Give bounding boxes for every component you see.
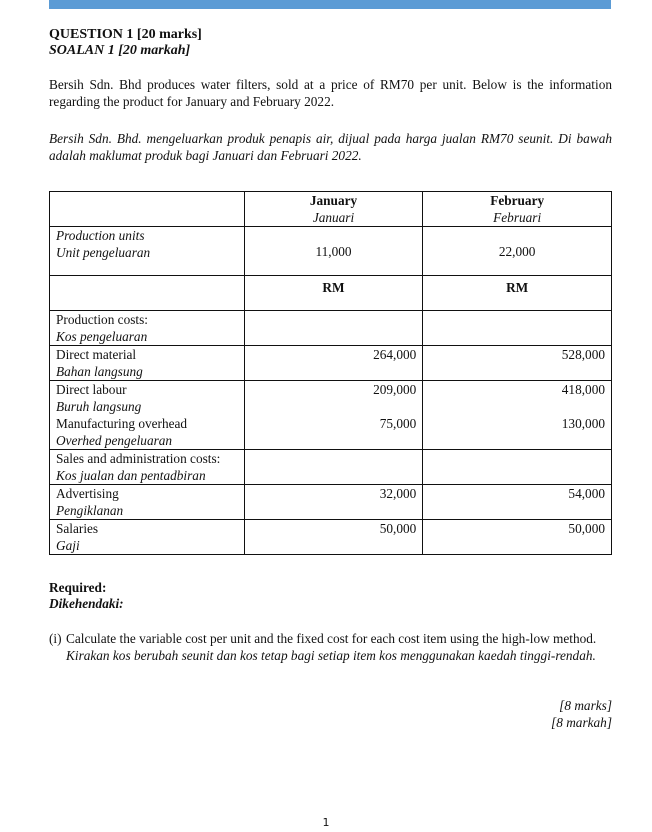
overhead-ms: Overhed pengeluaran [56,433,173,448]
required-item-i [49,630,612,664]
salaries-en: Salaries [56,521,99,536]
item-number: (i) [49,631,62,646]
advertising-february: 54,000 [423,485,612,520]
labour-overhead-january [244,381,423,450]
direct-material-february: 528,000 [423,346,612,381]
direct-labour-en: Direct labour [56,382,127,397]
header-empty-cell [50,192,245,227]
currency-february: RM [423,276,612,311]
question-title-en: QUESTION 1 [20 marks] [49,27,202,42]
table-row [50,311,612,346]
production-costs-en: Production costs: [56,312,148,327]
production-costs-ms: Kos pengeluaran [56,329,148,344]
empty-cell [423,311,612,346]
direct-labour-ms: Buruh langsung [56,399,142,414]
sales-admin-label [50,450,245,485]
units-january: 11,000 [244,227,423,276]
advertising-january: 32,000 [244,485,423,520]
direct-labour-february: 418,000 [561,382,605,397]
table-row [50,276,612,311]
overhead-en: Manufacturing overhead [56,416,188,431]
item-text-en: Calculate the variable cost per unit and the fixed cost for each cost item using the high-low method. [66,631,597,646]
salaries-label [50,520,245,555]
table-row [50,346,612,381]
item-text-ms: Kirakan kos berubah seunit dan kos tetap bagi setiap item kos menggunakan kaedah tinggi-rendah. [66,648,596,663]
overhead-january: 75,000 [379,416,417,431]
cost-table [49,191,612,555]
sales-admin-ms: Kos jualan dan pentadbiran [56,468,206,483]
marks-ms: [8 markah] [551,715,612,730]
header-january [244,192,423,227]
page-number: 1 [322,816,330,829]
direct-material-label [50,346,245,381]
units-label-ms: Unit pengeluaran [56,245,151,260]
january-en: January [309,193,358,208]
question-title-ms: SOALAN 1 [20 markah] [49,43,191,58]
header-february [423,192,612,227]
marks-en: [8 marks] [559,698,612,713]
advertising-en: Advertising [56,486,119,501]
table-row [50,227,612,276]
table-row [50,485,612,520]
required-en: Required: [49,580,107,595]
advertising-label [50,485,245,520]
units-label [50,227,245,276]
units-label-en: Production units [56,228,145,243]
overhead-february: 130,000 [561,416,605,431]
units-february: 22,000 [423,227,612,276]
marks-allocation [551,697,612,731]
direct-labour-january: 209,000 [373,382,417,397]
required-ms: Dikehendaki: [49,596,124,611]
intro-ms: Bersih Sdn. Bhd. mengeluarkan produk penapis air, dijual pada harga jualan RM70 seunit. Di bawah adalah maklumat produk bagi Januari dan Februari 2022. [49,131,612,163]
january-ms: Januari [312,210,355,225]
salaries-february: 50,000 [423,520,612,555]
intro-en: Bersih Sdn. Bhd produces water filters, sold at a price of RM70 per unit. Below is the information regarding the product for January and February 2022. [49,77,612,109]
salaries-january: 50,000 [244,520,423,555]
production-costs-label [50,311,245,346]
question-title [49,27,202,59]
table-row [50,520,612,555]
currency-january: RM [244,276,423,311]
salaries-ms: Gaji [56,538,80,553]
empty-cell [244,311,423,346]
currency-empty-cell [50,276,245,311]
february-en: February [490,193,545,208]
table-row [50,381,612,450]
header-bar [49,0,611,9]
table-row [50,450,612,485]
advertising-ms: Pengiklanan [56,503,124,518]
table-header-row [50,192,612,227]
required-heading [49,580,124,612]
labour-overhead-label [50,381,245,450]
february-ms: Februari [493,210,542,225]
labour-overhead-february [423,381,612,450]
direct-material-ms: Bahan langsung [56,364,143,379]
empty-cell [423,450,612,485]
direct-material-en: Direct material [56,347,137,362]
sales-admin-en: Sales and administration costs: [56,451,221,466]
empty-cell [244,450,423,485]
direct-material-january: 264,000 [244,346,423,381]
